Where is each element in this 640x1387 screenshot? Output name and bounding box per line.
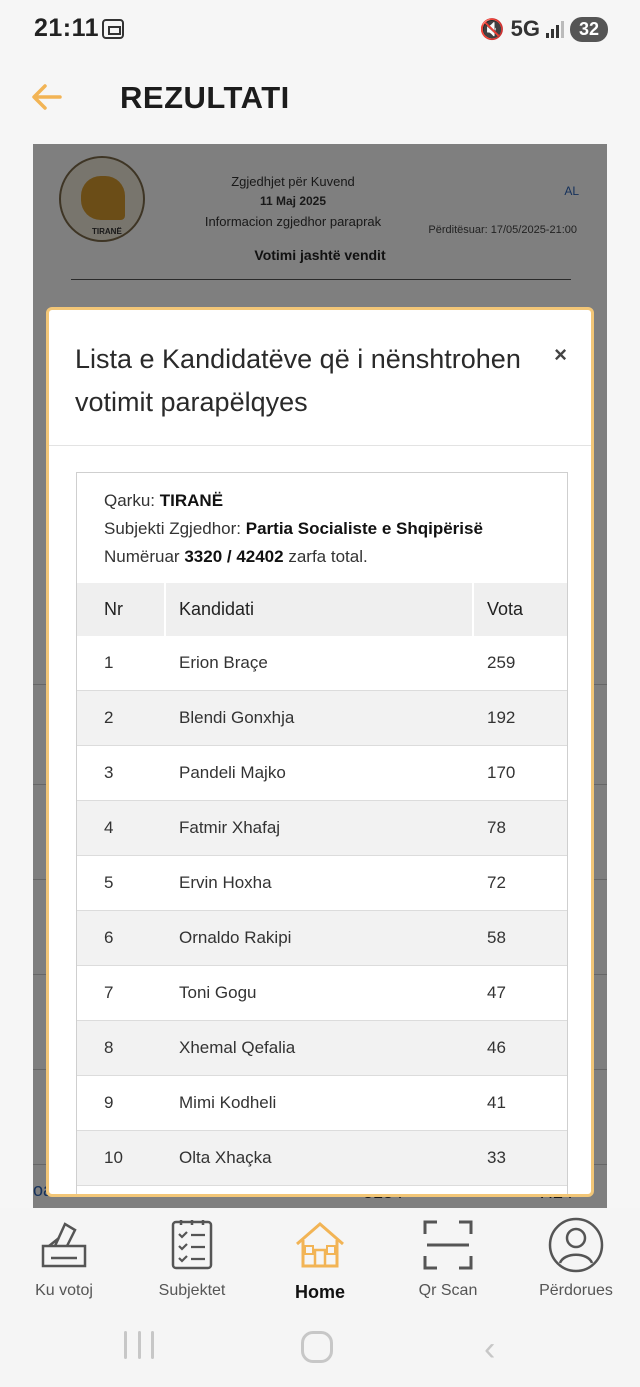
table-row [77, 746, 567, 801]
subjekti-line [104, 515, 483, 543]
row-candidate: Mimi Kodheli [179, 1093, 277, 1112]
table-row [77, 801, 567, 856]
subjekti-value: Partia Socialiste e Shqipërisë [245, 519, 483, 538]
status-time: 21:11 [34, 14, 100, 42]
table-row [77, 856, 567, 911]
row-nr: 10 [104, 1148, 123, 1167]
row-votes: 33 [487, 1148, 506, 1167]
column-header-vota[interactable]: Vota [487, 599, 524, 619]
table-row [77, 1076, 567, 1131]
row-candidate: Fatmir Xhafaj [179, 818, 281, 837]
row-votes: 170 [487, 763, 516, 782]
column-header-nr[interactable]: Nr [104, 599, 123, 619]
row-candidate: Ervin Hoxha [179, 873, 272, 892]
table-header [77, 583, 567, 636]
row-candidate: Toni Gogu [179, 983, 257, 1002]
arrow-left-icon[interactable] [30, 80, 64, 114]
row-nr: 3 [104, 763, 114, 782]
nav-label: Qr Scan [418, 1282, 478, 1299]
row-votes: 41 [487, 1093, 506, 1112]
row-nr: 5 [104, 873, 114, 892]
row-candidate: Olta Xhaçka [179, 1148, 272, 1167]
network-label: 5G [510, 16, 540, 41]
table-row [77, 691, 567, 746]
table-row [77, 636, 567, 691]
nav-home[interactable] [260, 1216, 380, 1303]
signal-icon [546, 20, 564, 38]
row-nr: 4 [104, 818, 114, 837]
qr-scan-icon [419, 1216, 477, 1274]
column-header-kandidati[interactable]: Kandidati [179, 599, 255, 619]
qarku-value: TIRANË [159, 491, 224, 510]
modal-body [76, 472, 568, 1197]
nav-subjektet[interactable] [132, 1216, 252, 1300]
row-votes: 58 [487, 928, 506, 947]
app-bar [0, 60, 640, 140]
row-votes: 192 [487, 708, 516, 727]
numeruar-label: Numëruar [104, 547, 180, 566]
row-votes: 72 [487, 873, 506, 892]
candidates-table [77, 583, 567, 1186]
table-row [77, 1131, 567, 1186]
status-bar [0, 0, 640, 60]
battery-indicator: 32 [570, 17, 608, 42]
row-votes: 78 [487, 818, 506, 837]
ballot-vote-icon [35, 1216, 93, 1274]
row-nr: 7 [104, 983, 114, 1002]
numeruar-line [104, 543, 483, 571]
table-row [77, 966, 567, 1021]
result-info [104, 487, 483, 571]
numeruar-value: 3320 / 42402 [184, 547, 284, 566]
qarku-label: Qarku: [104, 491, 156, 510]
close-icon[interactable]: × [554, 342, 567, 367]
system-navigation-bar [0, 1308, 640, 1387]
system-back-icon[interactable]: ‹ [484, 1330, 496, 1368]
row-nr: 9 [104, 1093, 114, 1112]
screen-record-icon [102, 19, 124, 39]
row-nr: 6 [104, 928, 114, 947]
row-votes: 46 [487, 1038, 506, 1057]
qarku-line [104, 487, 483, 515]
nav-perdorues[interactable] [516, 1216, 636, 1300]
table-row [77, 1021, 567, 1076]
row-nr: 2 [104, 708, 114, 727]
page-title: REZULTATI [120, 80, 290, 115]
row-candidate: Pandeli Majko [179, 763, 286, 782]
checklist-icon [163, 1216, 221, 1274]
numeruar-suffix: zarfa total. [288, 547, 368, 566]
bottom-navigation [0, 1208, 640, 1308]
nav-label: Subjektet [158, 1282, 226, 1299]
status-right-group [480, 16, 608, 42]
nav-label: Ku votoj [35, 1282, 93, 1299]
subjekti-label: Subjekti Zgjedhor: [104, 519, 242, 538]
row-candidate: Xhemal Qefalia [179, 1038, 296, 1057]
nav-label: Home [294, 1282, 345, 1302]
row-votes: 259 [487, 653, 516, 672]
user-icon [547, 1216, 605, 1274]
row-nr: 1 [104, 653, 114, 672]
row-nr: 8 [104, 1038, 114, 1057]
table-row [77, 911, 567, 966]
row-candidate: Erion Braçe [179, 653, 268, 672]
nav-label: Përdorues [539, 1282, 613, 1299]
row-votes: 47 [487, 983, 506, 1002]
candidates-modal [46, 307, 594, 1197]
home-icon [291, 1216, 349, 1274]
row-candidate: Blendi Gonxhja [179, 708, 295, 727]
modal-title: Lista e Kandidatëve që i nënshtrohen votimit parapëlqyes [75, 344, 521, 417]
row-candidate: Ornaldo Rakipi [179, 928, 292, 947]
system-home-icon[interactable] [301, 1331, 333, 1363]
nav-ku-votoj[interactable] [4, 1216, 124, 1300]
nav-qr-scan[interactable] [388, 1216, 508, 1300]
modal-header [49, 310, 591, 446]
recent-apps-icon[interactable] [124, 1331, 154, 1361]
mute-icon: 🔇 [479, 18, 505, 41]
